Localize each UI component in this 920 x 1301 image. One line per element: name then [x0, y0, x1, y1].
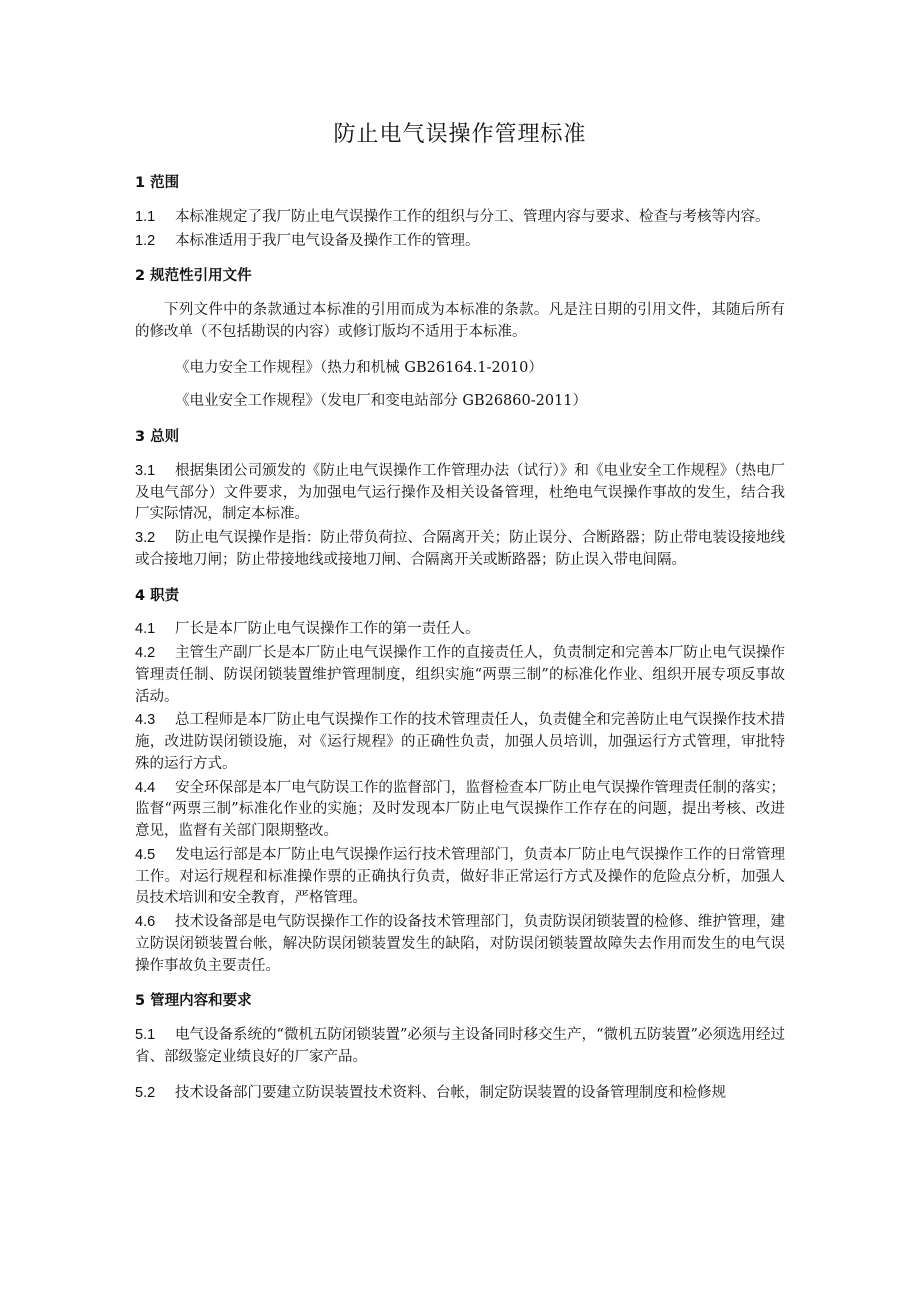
section-heading-responsibilities: 4 职责 [135, 587, 180, 604]
clause-number: 3.2 [135, 530, 156, 546]
clause-number: 1.1 [135, 208, 156, 225]
document-title: 防止电气误操作管理标准 [333, 122, 587, 147]
clause [135, 912, 785, 977]
clause-number: 4.4 [135, 779, 156, 796]
clause-text: 安全环保部是本厂电气防误工作的监督部门，监督检查本厂防止电气误操作管理责任制的落实；监督“两票三制”标准化作业的实施；及时发现本厂防止电气误操作工作存在的问题，提出考核、改进意见，监督有关部门限期整改。 [135, 779, 785, 839]
clause [135, 778, 785, 843]
clause-text: 主管生产副厂长是本厂防止电气误操作工作的直接责任人，负责制定和完善本厂防止电气误操作管理责任制、防误闭锁装置维护管理制度，组织实施“两票三制”的标准化作业、组织开展专项反事故活动。 [135, 645, 785, 705]
reference-item: 《电业安全工作规程》（发电厂和变电站部分 GB26860-2011） [175, 393, 588, 410]
clause-number: 4.2 [135, 645, 156, 661]
clause-number: 1.2 [135, 232, 156, 249]
document-page [135, 118, 785, 1114]
clause-text: 技术设备部是电气防误操作工作的设备技术管理部门，负责防误闭锁装置的检修、维护管理，建立防误闭锁装置台帐，解决防误闭锁装置发生的缺陷，对防误闭锁装置故障失去作用而发生的电气误操作事故负主要责任。 [135, 914, 785, 974]
clause [135, 461, 785, 526]
clause-text: 总工程师是本厂防止电气误操作工作的技术管理责任人，负责健全和完善防止电气误操作技术措施，改进防误闭锁设施，对《运行规程》的正确性负责，加强人员培训，加强运行方式管理，审批特殊的运行方式。 [135, 712, 785, 772]
clause-text: 防止电气误操作是指：防止带负荷拉、合隔离开关；防止误分、合断路器；防止带电装设接地线或合接地刀闸；防止带接地线或接地刀闸、合隔离开关或断路器；防止误入带电间隔。 [135, 530, 785, 568]
clause [135, 528, 785, 572]
clause-text: 本标准适用于我厂电气设备及操作工作的管理。 [175, 232, 480, 249]
clause-number: 3.1 [135, 462, 156, 479]
clause-number: 4.5 [135, 846, 156, 863]
references-intro: 下列文件中的条款通过本标准的引用而成为本标准的条款。凡是注日期的引用文件，其随后所有的修改单（不包括勘误的内容）或修订版均不适用于本标准。 [135, 302, 785, 340]
clause-text: 发电运行部是本厂防止电气误操作运行技术管理部门，负责本厂防止电气误操作工作的日常管理工作。对运行规程和标准操作票的正确执行负责，做好非正常运行方式及操作的危险点分析，加强人员技术培训和安全教育，严格管理。 [135, 846, 785, 907]
clause-number: 4.3 [135, 712, 156, 729]
clause-text: 本标准规定了我厂防止电气误操作工作的组织与分工、管理内容与要求、检查与考核等内容。 [175, 208, 770, 225]
clause-text: 技术设备部门要建立防误装置技术资料、台帐，制定防误装置的设备管理制度和检修规 [175, 1084, 726, 1101]
clause [135, 1025, 785, 1069]
section-heading-general: 3 总则 [135, 429, 180, 445]
clause [135, 1083, 785, 1105]
clause [135, 207, 785, 229]
section-heading-normative-references: 2 规范性引用文件 [135, 268, 252, 285]
reference-item: 《电力安全工作规程》（热力和机械 GB26164.1-2010） [175, 359, 543, 376]
section-heading-scope: 1 范围 [135, 175, 180, 191]
clause-number: 5.1 [135, 1027, 156, 1043]
clause-text: 电气设备系统的“微机五防闭锁装置”必须与主设备同时移交生产，“微机五防装置”必须选用经过省、部级鉴定业绩良好的厂家产品。 [135, 1027, 785, 1065]
clause [135, 845, 785, 910]
clause-number: 4.1 [135, 621, 156, 638]
clause [135, 619, 785, 641]
clause-number: 5.2 [135, 1084, 156, 1101]
clause [135, 231, 785, 253]
clause-text: 厂长是本厂防止电气误操作工作的第一责任人。 [175, 621, 480, 638]
clause-number: 4.6 [135, 914, 156, 930]
section-heading-management-content: 5 管理内容和要求 [135, 993, 252, 1010]
clause-text: 根据集团公司颁发的《防止电气误操作工作管理办法（试行）》和《电业安全工作规程》（热电厂及电气部分）文件要求，为加强电气运行操作及相关设备管理，杜绝电气误操作事故的发生，结合我厂实际情况，制定本标准。 [135, 462, 785, 523]
clause [135, 643, 785, 708]
clause [135, 710, 785, 775]
